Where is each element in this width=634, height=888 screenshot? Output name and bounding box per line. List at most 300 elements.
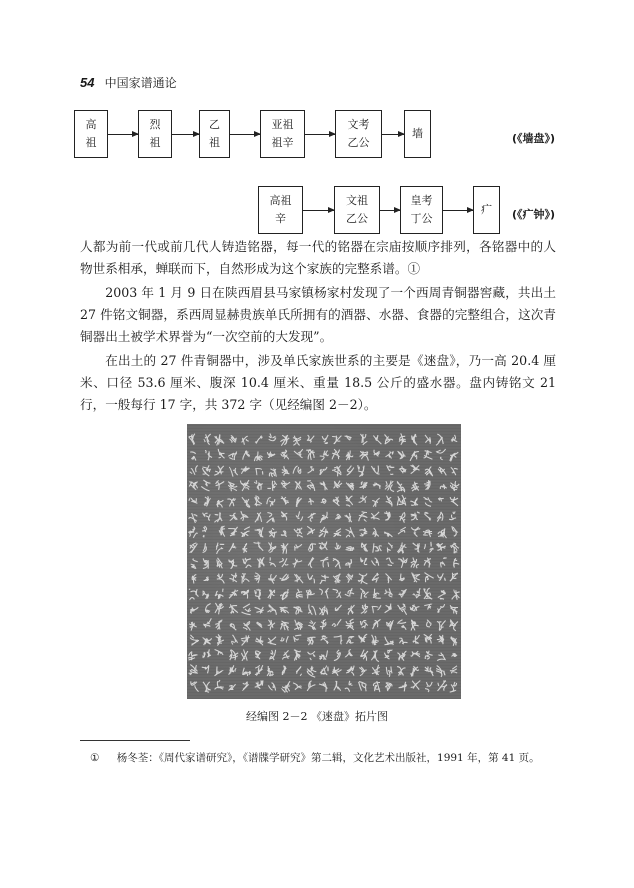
rubbing-glyph-mark bbox=[242, 436, 249, 444]
rubbing-glyph-mark bbox=[399, 433, 406, 444]
rubbing-glyph-mark bbox=[451, 467, 458, 475]
rubbing-glyph-mark bbox=[255, 607, 264, 614]
rubbing-glyph-mark bbox=[410, 605, 419, 612]
rubbing-glyph-mark bbox=[385, 481, 394, 492]
rubbing-glyph-mark bbox=[295, 544, 302, 550]
rubbing-glyph-mark bbox=[450, 573, 458, 581]
rubbing-glyph-mark bbox=[360, 481, 368, 489]
rubbing-glyph-mark bbox=[241, 574, 249, 584]
rubbing-glyph-mark bbox=[293, 607, 302, 615]
rubbing-glyph-mark bbox=[361, 604, 368, 614]
rubbing-glyph-mark bbox=[230, 436, 237, 443]
rubbing-glyph-mark bbox=[296, 666, 302, 676]
rubbing-glyph-mark bbox=[359, 634, 368, 642]
rubbing-glyph-mark bbox=[203, 618, 211, 627]
rubbing-glyph-mark bbox=[229, 590, 238, 599]
rubbing-glyph-mark bbox=[424, 604, 431, 609]
rubbing-glyph-mark bbox=[269, 528, 277, 537]
rubbing-glyph-mark bbox=[242, 668, 250, 676]
rubbing-glyph-mark bbox=[399, 466, 406, 473]
rubbing-glyph-mark bbox=[242, 650, 248, 661]
rubbing-glyph-mark bbox=[281, 450, 289, 459]
row1-box-1: 高 祖 bbox=[74, 110, 108, 158]
rubbing-glyph-mark bbox=[204, 434, 211, 445]
rubbing-glyph-mark bbox=[399, 512, 405, 523]
rubbing-glyph-mark bbox=[281, 543, 288, 554]
rubbing-glyph-mark bbox=[241, 466, 250, 474]
rubbing-glyph-mark bbox=[296, 497, 301, 507]
rubbing-glyph-mark bbox=[345, 513, 352, 522]
rubbing-glyph-mark bbox=[333, 497, 340, 506]
rubbing-glyph-mark bbox=[332, 466, 341, 477]
rubbing-glyph-mark bbox=[450, 682, 457, 692]
rubbing-glyph-mark bbox=[334, 650, 341, 661]
rubbing-glyph-mark bbox=[397, 495, 406, 506]
rubbing-glyph-mark bbox=[294, 449, 303, 457]
rubbing-glyph-mark bbox=[399, 682, 407, 692]
rubbing-glyph-mark bbox=[320, 467, 327, 475]
rubbing-glyph-mark bbox=[411, 620, 419, 631]
rubbing-glyph-mark bbox=[386, 496, 392, 507]
rubbing-glyph-mark bbox=[308, 604, 316, 615]
rubbing-glyph-mark bbox=[345, 588, 354, 596]
rubbing-glyph-mark bbox=[254, 452, 262, 462]
rubbing-glyph-mark bbox=[254, 542, 264, 551]
rubbing-glyph-mark bbox=[192, 575, 196, 584]
book-title: 中国家谱通论 bbox=[104, 76, 177, 90]
rubbing-glyph-mark bbox=[242, 497, 250, 507]
rubbing-glyph-mark bbox=[319, 682, 327, 692]
rubbing-glyph-mark bbox=[282, 681, 290, 692]
rubbing-glyph-mark bbox=[424, 634, 432, 643]
rubbing-glyph-mark bbox=[308, 621, 316, 630]
rubbing-glyph-mark bbox=[230, 624, 237, 631]
rubbing-glyph-mark bbox=[215, 667, 223, 676]
rubbing-glyph-mark bbox=[347, 636, 355, 644]
rubbing-glyph-mark bbox=[319, 542, 328, 550]
rubbing-glyph-mark bbox=[281, 512, 287, 521]
rubbing-glyph-mark bbox=[438, 573, 446, 581]
rubbing-glyph-mark bbox=[307, 435, 314, 442]
rubbing-glyph-mark bbox=[268, 590, 275, 599]
rubbing-glyph-mark bbox=[215, 680, 224, 689]
rubbing-glyph-mark bbox=[452, 653, 458, 657]
rubbing-glyph-mark bbox=[438, 467, 446, 475]
rubbing-glyph-mark bbox=[425, 667, 434, 676]
rubbing-glyph-mark bbox=[437, 621, 446, 631]
rubbing-glyph-mark bbox=[319, 527, 329, 537]
inscription-rubbing-image bbox=[187, 424, 461, 699]
rubbing-glyph-mark bbox=[202, 665, 209, 673]
rubbing-glyph-mark bbox=[241, 527, 250, 537]
rubbing-glyph-mark bbox=[243, 558, 252, 568]
rubbing-glyph-mark bbox=[371, 512, 379, 520]
rubbing-glyph-mark bbox=[386, 558, 393, 566]
rubbing-glyph-mark bbox=[283, 650, 290, 659]
rubbing-glyph-mark bbox=[308, 499, 313, 505]
rubbing-glyph-mark bbox=[307, 480, 315, 491]
rubbing-glyph-mark bbox=[307, 637, 315, 645]
rubbing-glyph-mark bbox=[229, 560, 238, 569]
rubbing-glyph-mark bbox=[411, 465, 420, 474]
rubbing-glyph-mark bbox=[267, 498, 275, 507]
rubbing-glyph-mark bbox=[255, 436, 262, 443]
rubbing-glyph-mark bbox=[384, 650, 392, 659]
rubbing-glyph-mark bbox=[371, 466, 379, 474]
rubbing-glyph-mark bbox=[424, 480, 430, 490]
rubbing-glyph-mark bbox=[413, 543, 420, 553]
rubbing-glyph-mark bbox=[425, 467, 433, 477]
row1-box-4: 亚祖 祖辛 bbox=[260, 110, 305, 158]
rubbing-glyph-mark bbox=[188, 652, 197, 661]
rubbing-glyph-mark bbox=[449, 512, 456, 520]
rubbing-glyph-mark bbox=[255, 680, 263, 689]
rubbing-glyph-mark bbox=[412, 434, 417, 445]
rubbing-glyph-mark bbox=[320, 575, 329, 584]
rubbing-glyph-mark bbox=[229, 684, 236, 690]
rubbing-glyph-mark bbox=[384, 511, 390, 520]
rubbing-glyph-mark bbox=[436, 434, 443, 445]
rubbing-glyph-mark bbox=[229, 467, 238, 476]
rubbing-glyph-mark bbox=[346, 483, 354, 491]
rubbing-glyph-mark bbox=[386, 620, 393, 630]
rubbing-glyph-mark bbox=[360, 621, 367, 629]
rubbing-glyph-mark bbox=[191, 559, 198, 569]
rubbing-glyph-mark bbox=[346, 451, 353, 461]
rubbing-glyph-mark bbox=[190, 466, 198, 475]
rubbing-glyph-mark bbox=[188, 527, 197, 538]
rubbing-glyph-mark bbox=[282, 666, 286, 675]
rubbing-glyph-mark bbox=[450, 543, 459, 554]
rubbing-glyph-mark bbox=[255, 651, 260, 659]
rubbing-glyph-texture bbox=[187, 424, 461, 699]
rubbing-glyph-mark bbox=[280, 607, 289, 613]
rubbing-glyph-mark bbox=[215, 589, 224, 600]
rubbing-glyph-mark bbox=[254, 573, 259, 583]
rubbing-glyph-mark bbox=[269, 557, 275, 566]
rubbing-glyph-mark bbox=[203, 638, 212, 646]
rubbing-glyph-mark bbox=[359, 495, 367, 503]
row2-caption: (《疒钟》) bbox=[512, 208, 556, 221]
rubbing-glyph-mark bbox=[230, 650, 239, 661]
rubbing-glyph-mark bbox=[372, 558, 379, 566]
rubbing-glyph-mark bbox=[215, 620, 222, 630]
rubbing-glyph-mark bbox=[216, 481, 225, 490]
rubbing-glyph-mark bbox=[216, 634, 224, 645]
rubbing-glyph-mark bbox=[412, 573, 420, 583]
rubbing-glyph-mark bbox=[424, 542, 433, 553]
rubbing-glyph-mark bbox=[345, 559, 352, 568]
rubbing-glyph-mark bbox=[437, 604, 444, 612]
rubbing-glyph-mark bbox=[346, 619, 354, 630]
rubbing-glyph-mark bbox=[427, 620, 431, 627]
rubbing-glyph-mark bbox=[306, 590, 314, 599]
rubbing-glyph-mark bbox=[228, 527, 237, 536]
arrow bbox=[443, 210, 473, 211]
rubbing-glyph-mark bbox=[293, 559, 302, 568]
rubbing-glyph-mark bbox=[346, 547, 354, 551]
paragraph-2: 2003 年 1 月 9 日在陕西眉县马家镇杨家村发现了一个西周青铜器窖藏，共出土 27 件铭文铜器，系西周显赫贵族单氏所拥有的酒器、水器、食器的完整组合，这次青铜器出土被学术界誉为“一次空前的大发现”。 bbox=[80, 285, 556, 344]
rubbing-glyph-mark bbox=[255, 468, 262, 475]
rubbing-glyph-mark bbox=[267, 666, 274, 676]
row1-box-6: 墙 bbox=[404, 110, 431, 158]
rubbing-glyph-mark bbox=[424, 558, 431, 568]
arrow bbox=[382, 134, 404, 135]
rubbing-glyph-mark bbox=[202, 526, 207, 537]
rubbing-glyph-mark bbox=[332, 619, 341, 626]
rubbing-glyph-mark bbox=[268, 605, 277, 615]
rubbing-glyph-mark bbox=[437, 512, 443, 522]
arrow bbox=[305, 134, 335, 135]
rubbing-glyph-mark bbox=[386, 451, 394, 458]
rubbing-glyph-mark bbox=[397, 651, 406, 661]
rubbing-glyph-mark bbox=[452, 526, 458, 536]
rubbing-glyph-mark bbox=[189, 434, 195, 445]
row1-box-3: 乙 祖 bbox=[199, 110, 230, 158]
paragraph-1: 人都为前一代或前几代人铸造铭器，每一代的铭器在宗庙按顺序排列，各铭器中的人物世系相承，蝉联而下，自然形成为这个家族的完整系谱。① bbox=[80, 239, 556, 276]
rubbing-glyph-mark bbox=[269, 543, 277, 553]
rubbing-glyph-mark bbox=[203, 465, 211, 476]
row1-box-2: 烈 祖 bbox=[138, 110, 172, 158]
rubbing-glyph-mark bbox=[385, 604, 392, 613]
rubbing-glyph-mark bbox=[189, 513, 198, 523]
rubbing-glyph-mark bbox=[319, 650, 327, 660]
rubbing-glyph-mark bbox=[280, 636, 288, 642]
rubbing-glyph-mark bbox=[347, 466, 354, 476]
rubbing-glyph-mark bbox=[333, 559, 340, 569]
footnote-rule bbox=[80, 740, 190, 741]
rubbing-glyph-mark bbox=[361, 434, 368, 445]
rubbing-glyph-mark bbox=[398, 451, 406, 459]
rubbing-glyph-mark bbox=[189, 622, 196, 631]
rubbing-glyph-mark bbox=[203, 513, 211, 520]
rubbing-glyph-mark bbox=[332, 436, 341, 444]
rubbing-glyph-mark bbox=[229, 573, 237, 582]
rubbing-glyph-mark bbox=[450, 497, 458, 506]
rubbing-glyph-mark bbox=[454, 558, 459, 567]
rubbing-glyph-mark bbox=[359, 512, 368, 522]
rubbing-glyph-mark bbox=[320, 482, 328, 491]
rubbing-glyph-mark bbox=[215, 434, 225, 445]
rubbing-glyph-mark bbox=[308, 513, 316, 522]
rubbing-glyph-mark bbox=[411, 681, 421, 690]
rubbing-glyph-mark bbox=[189, 482, 197, 490]
rubbing-glyph-mark bbox=[229, 604, 238, 613]
rubbing-glyph-mark bbox=[203, 649, 211, 658]
rubbing-glyph-mark bbox=[335, 514, 341, 519]
rubbing-glyph-mark bbox=[268, 620, 275, 630]
rubbing-glyph-mark bbox=[214, 466, 223, 475]
rubbing-glyph-mark bbox=[385, 683, 392, 692]
rubbing-glyph-mark bbox=[397, 667, 405, 676]
rubbing-glyph-mark bbox=[373, 483, 381, 489]
rubbing-glyph-mark bbox=[373, 435, 381, 444]
rubbing-glyph-mark bbox=[243, 451, 250, 460]
rubbing-glyph-mark bbox=[358, 465, 364, 476]
arrow bbox=[172, 134, 199, 135]
rubbing-glyph-mark bbox=[205, 604, 211, 613]
rubbing-glyph-mark bbox=[201, 480, 210, 491]
rubbing-glyph-mark bbox=[398, 604, 407, 615]
rubbing-glyph-mark bbox=[321, 636, 329, 644]
rubbing-glyph-mark bbox=[257, 622, 262, 627]
rubbing-glyph-mark bbox=[386, 667, 392, 677]
rubbing-glyph-mark bbox=[335, 605, 342, 611]
rubbing-glyph-mark bbox=[438, 528, 447, 538]
rubbing-glyph-mark bbox=[269, 434, 277, 441]
rubbing-glyph-mark bbox=[215, 603, 224, 614]
rubbing-glyph-mark bbox=[240, 480, 249, 491]
rubbing-glyph-mark bbox=[373, 543, 382, 552]
rubbing-glyph-mark bbox=[268, 683, 275, 691]
rubbing-glyph-mark bbox=[399, 574, 405, 581]
rubbing-glyph-mark bbox=[399, 638, 407, 644]
rubbing-glyph-mark bbox=[425, 651, 432, 659]
rubbing-glyph-mark bbox=[359, 667, 366, 676]
rubbing-glyph-mark bbox=[296, 589, 303, 598]
rubbing-glyph-mark bbox=[384, 588, 392, 597]
rubbing-glyph-mark bbox=[215, 513, 223, 523]
rubbing-glyph-mark bbox=[398, 558, 408, 568]
arrow bbox=[380, 210, 400, 211]
rubbing-glyph-mark bbox=[189, 665, 198, 675]
rubbing-glyph-mark bbox=[242, 604, 251, 615]
rubbing-glyph-mark bbox=[361, 558, 368, 565]
rubbing-glyph-mark bbox=[216, 500, 223, 508]
rubbing-glyph-mark bbox=[334, 681, 341, 691]
rubbing-glyph-mark bbox=[436, 449, 446, 460]
rubbing-glyph-mark bbox=[425, 573, 434, 583]
rubbing-glyph-mark bbox=[384, 532, 392, 537]
rubbing-glyph-mark bbox=[242, 682, 248, 691]
rubbing-glyph-mark bbox=[190, 635, 199, 646]
rubbing-glyph-mark bbox=[361, 543, 368, 552]
rubbing-glyph-mark bbox=[191, 681, 199, 691]
rubbing-glyph-mark bbox=[372, 573, 379, 582]
rubbing-glyph-mark bbox=[334, 529, 342, 537]
rubbing-glyph-mark bbox=[243, 543, 247, 553]
rubbing-glyph-mark bbox=[399, 589, 407, 597]
rubbing-glyph-mark bbox=[320, 451, 329, 461]
rubbing-glyph-mark bbox=[346, 666, 354, 676]
rubbing-glyph-mark bbox=[268, 637, 276, 645]
rubbing-glyph-mark bbox=[281, 621, 289, 631]
rubbing-glyph-mark bbox=[293, 683, 302, 690]
rubbing-glyph-mark bbox=[438, 680, 447, 691]
rubbing-glyph-mark bbox=[232, 635, 238, 645]
rubbing-glyph-mark bbox=[228, 482, 237, 491]
rubbing-glyph-mark bbox=[373, 528, 379, 537]
rubbing-glyph-mark bbox=[437, 635, 444, 644]
rubbing-glyph-mark bbox=[204, 496, 210, 506]
rubbing-glyph-mark bbox=[295, 481, 302, 489]
rubbing-glyph-mark bbox=[413, 588, 421, 598]
rubbing-glyph-mark bbox=[373, 681, 380, 692]
rubbing-glyph-mark bbox=[372, 498, 379, 507]
rubbing-glyph-mark bbox=[227, 498, 235, 506]
arrow bbox=[108, 134, 138, 135]
rubbing-glyph-mark bbox=[411, 558, 419, 569]
rubbing-glyph-mark bbox=[255, 513, 262, 523]
rubbing-glyph-mark bbox=[411, 651, 420, 657]
rubbing-glyph-mark bbox=[385, 637, 394, 645]
rubbing-glyph-mark bbox=[294, 650, 300, 661]
figure-caption: 经编图 2－2 《逨盘》拓片图 bbox=[246, 710, 388, 723]
rubbing-glyph-mark bbox=[450, 605, 458, 614]
rubbing-glyph-mark bbox=[333, 589, 341, 598]
page-number: 54 bbox=[80, 75, 95, 90]
rubbing-glyph-mark bbox=[293, 466, 301, 474]
rubbing-glyph-mark bbox=[385, 435, 393, 445]
rubbing-glyph-mark bbox=[280, 589, 288, 600]
rubbing-glyph-mark bbox=[255, 589, 261, 599]
rubbing-glyph-mark bbox=[270, 650, 276, 660]
row1-box-5: 文考 乙公 bbox=[335, 110, 382, 158]
rubbing-glyph-mark bbox=[358, 574, 368, 584]
rubbing-glyph-mark bbox=[281, 531, 286, 537]
rubbing-glyph-mark bbox=[438, 590, 446, 599]
rubbing-glyph-mark bbox=[319, 606, 327, 615]
rubbing-glyph-mark bbox=[217, 558, 223, 569]
rubbing-glyph-mark bbox=[398, 620, 407, 630]
rubbing-glyph-mark bbox=[410, 666, 419, 677]
rubbing-glyph-mark bbox=[345, 681, 352, 692]
rubbing-glyph-mark bbox=[296, 511, 303, 520]
rubbing-glyph-mark bbox=[215, 650, 224, 656]
rubbing-glyph-mark bbox=[280, 435, 289, 446]
rubbing-glyph-mark bbox=[241, 590, 249, 599]
rubbing-glyph-mark bbox=[308, 574, 315, 584]
rubbing-glyph-mark bbox=[257, 557, 264, 568]
footnote-text: 杨冬荃：《周代家谱研究》，《谱牒学研究》第二辑，文化艺术出版社，1991 年，第 41 页。 bbox=[116, 752, 540, 764]
rubbing-glyph-mark bbox=[294, 528, 303, 538]
footnote-marker: ① bbox=[90, 752, 100, 764]
rubbing-glyph-mark bbox=[308, 651, 316, 660]
rubbing-glyph-mark bbox=[321, 499, 326, 504]
rubbing-glyph-mark bbox=[307, 681, 315, 691]
rubbing-glyph-mark bbox=[410, 451, 419, 461]
rubbing-glyph-mark bbox=[450, 452, 459, 461]
rubbing-glyph-mark bbox=[294, 635, 302, 642]
rubbing-glyph-mark bbox=[294, 620, 303, 630]
rubbing-glyph-mark bbox=[281, 496, 289, 504]
rubbing-glyph-mark bbox=[360, 451, 369, 461]
rubbing-glyph-mark bbox=[204, 577, 209, 581]
rubbing-glyph-mark bbox=[397, 481, 405, 492]
rubbing-glyph-mark bbox=[216, 543, 224, 554]
rubbing-glyph-mark bbox=[243, 621, 250, 630]
row2-box-1: 高祖 辛 bbox=[258, 186, 303, 234]
rubbing-glyph-mark bbox=[254, 480, 262, 490]
rubbing-glyph-mark bbox=[452, 590, 460, 600]
row1-caption: (《墙盘》) bbox=[512, 132, 556, 145]
rubbing-glyph-mark bbox=[373, 619, 381, 629]
rubbing-glyph-mark bbox=[449, 620, 458, 631]
footnote bbox=[90, 750, 560, 765]
rubbing-glyph-mark bbox=[255, 665, 263, 675]
row2-box-2: 文祖 乙公 bbox=[334, 186, 380, 234]
rubbing-glyph-mark bbox=[294, 574, 303, 583]
rubbing-glyph-mark bbox=[345, 436, 352, 440]
rubbing-glyph-mark bbox=[190, 543, 198, 553]
rubbing-glyph-mark bbox=[334, 481, 343, 489]
rubbing-glyph-mark bbox=[372, 665, 380, 675]
rubbing-glyph-mark bbox=[203, 682, 211, 692]
rubbing-glyph-mark bbox=[229, 665, 237, 674]
rubbing-glyph-mark bbox=[346, 527, 355, 537]
rubbing-glyph-mark bbox=[308, 543, 316, 551]
rubbing-glyph-mark bbox=[241, 635, 250, 645]
